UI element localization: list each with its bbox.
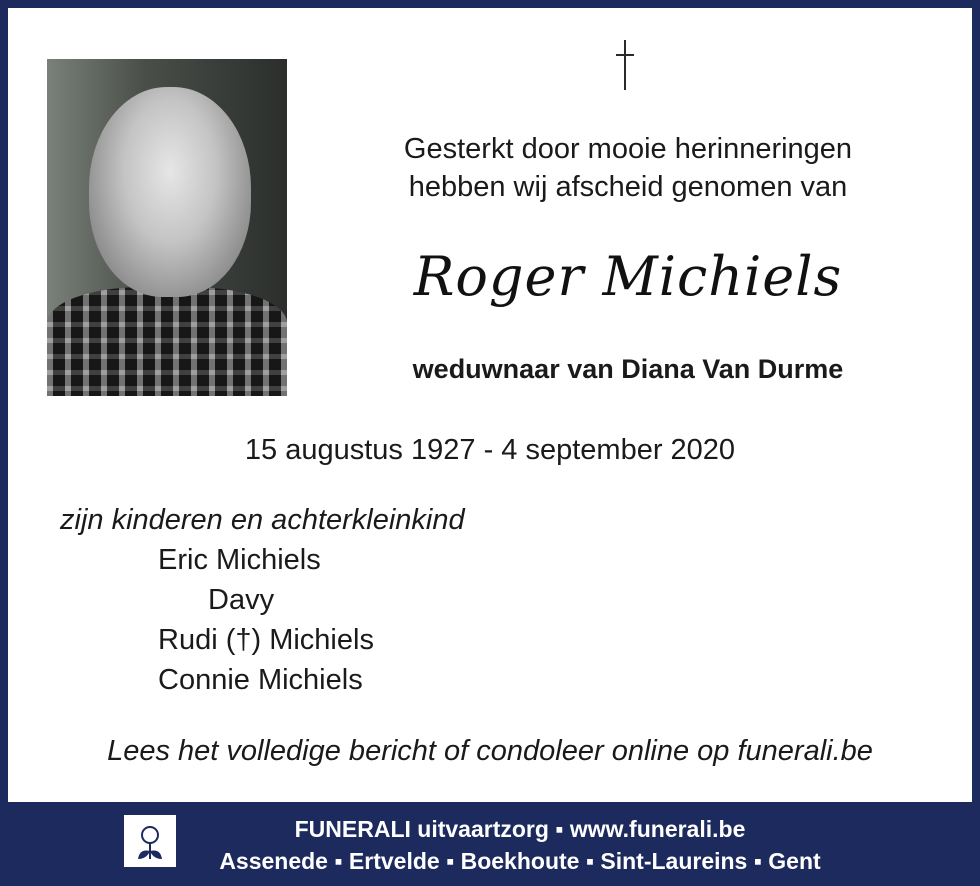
intro-line-2: hebben wij afscheid genomen van [408,171,848,203]
family-member: Connie Michiels [158,664,363,696]
intro-line-1: Gesterkt door mooie herinneringen [403,133,853,165]
online-notice: Lees het volledige bericht of condoleer online op funerali.be [107,735,873,767]
footer-banner [0,808,980,886]
intro-text [348,130,908,206]
family-member: Eric Michiels [158,544,321,576]
life-dates: 15 augustus 1927 - 4 september 2020 [244,434,736,466]
spouse-line: weduwnaar van Diana Van Durme [412,354,844,384]
family-member: Rudi (†) Michiels [158,624,374,656]
footer-locations: Assenede ▪ Ertvelde ▪ Boekhoute ▪ Sint-Laureins ▪ Gent [219,848,821,874]
funerali-logo[interactable] [124,815,176,867]
footer-contact[interactable]: FUNERALI uitvaartzorg ▪ www.funerali.be [294,816,746,842]
family-heading: zijn kinderen en achterkleinkind [60,504,465,536]
portrait-photo [47,59,287,396]
cross-icon [615,40,635,92]
obituary-card [8,8,972,802]
deceased-name: Roger Michiels [413,245,843,308]
family-member: Davy [208,584,275,616]
